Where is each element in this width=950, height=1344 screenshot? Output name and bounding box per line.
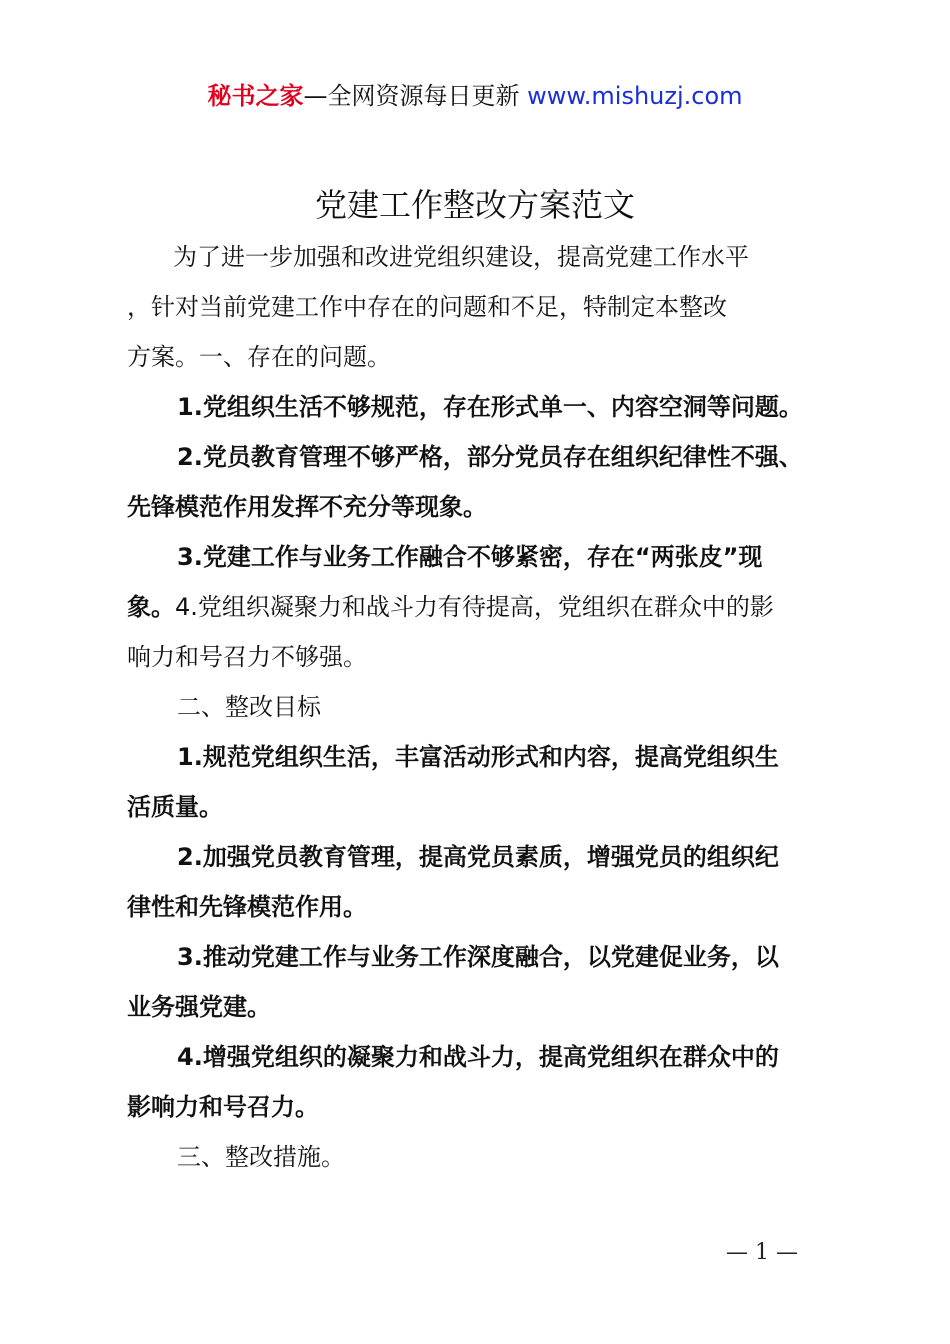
site-url-link[interactable]: www.mishuzj.com — [527, 82, 743, 110]
text-line: 影响力和号召力。 — [127, 1093, 319, 1121]
text-line: 3.党建工作与业务工作融合不够紧密，存在“两张皮”现 — [177, 543, 763, 571]
section-heading: 三、整改措施。 — [177, 1143, 345, 1171]
text-line: 先锋模范作用发挥不充分等现象。 — [127, 493, 487, 521]
site-slogan: —全网资源每日更新 — [303, 82, 520, 110]
site-header — [0, 80, 950, 112]
text-line: 1.党组织生活不够规范，存在形式单一、内容空洞等问题。 — [177, 393, 803, 421]
text-line — [127, 582, 837, 632]
text-line: 活质量。 — [127, 793, 223, 821]
text-line: 业务强党建。 — [127, 993, 271, 1021]
section-heading: 二、整改目标 — [177, 693, 321, 721]
text-line: 律性和先锋模范作用。 — [127, 893, 367, 921]
text-line-normal-part: 4.党组织凝聚力和战斗力有待提高，党组织在群众中的影 — [175, 593, 774, 621]
text-line: 响力和号召力不够强。 — [127, 643, 367, 671]
text-line: 2.加强党员教育管理，提高党员素质，增强党员的组织纪 — [177, 843, 779, 871]
text-line: ，针对当前党建工作中存在的问题和不足，特制定本整改 — [127, 293, 727, 321]
document-body — [127, 232, 837, 1182]
text-line: 方案。一、存在的问题。 — [127, 343, 391, 371]
text-line: 4.增强党组织的凝聚力和战斗力，提高党组织在群众中的 — [177, 1043, 779, 1071]
text-line: 为了进一步加强和改进党组织建设，提高党建工作水平 — [173, 243, 749, 271]
text-line: 1.规范党组织生活，丰富活动形式和内容，提高党组织生 — [177, 743, 779, 771]
text-line: 2.党员教育管理不够严格，部分党员存在组织纪律性不强、 — [177, 443, 803, 471]
document-title: 党建工作整改方案范文 — [314, 186, 635, 224]
site-brand: 秘书之家 — [207, 82, 304, 110]
text-line: 3.推动党建工作与业务工作深度融合，以党建促业务，以 — [177, 943, 779, 971]
text-line-bold-part: 象。 — [127, 593, 175, 621]
page-number: — 1 — — [726, 1240, 798, 1265]
